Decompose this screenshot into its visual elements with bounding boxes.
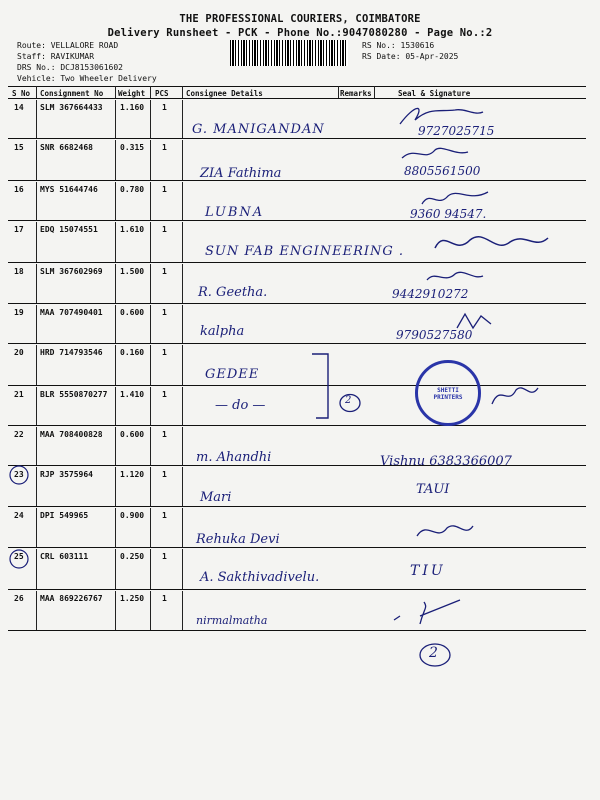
cell-weight: 1.410 [120,390,145,399]
col-consignment-header: Consignment No [40,89,104,98]
cell-pcs: 1 [162,103,167,112]
col-divider [182,467,183,506]
col-divider [115,508,116,547]
cell-cons: DPI 549965 [40,511,89,520]
col-divider [182,182,183,220]
cell-weight: 0.600 [120,308,145,317]
hw-name-19: kalpha [200,324,245,339]
row-divider [8,138,586,139]
hw-sign-18: 9442910272 [392,287,469,301]
hw-name-25: A. Sakthivadivelu. [200,570,320,585]
signature-scribble [425,266,485,288]
barcode [230,40,348,66]
col-divider [150,508,151,547]
cell-cons: HRD 714793546 [40,348,103,357]
remark-2: 2 [345,395,352,406]
col-divider [36,427,37,465]
cell-cons: SLM 367602969 [40,267,103,276]
cell-weight: 1.500 [120,267,145,276]
col-divider [150,305,151,343]
cell-weight: 0.780 [120,185,145,194]
col-divider [115,387,116,425]
bracket-mark [310,352,340,424]
cell-sno: 24 [14,511,24,520]
cell-weight: 0.315 [120,143,145,152]
cell-pcs: 1 [162,511,167,520]
cell-weight: 1.250 [120,594,145,603]
col-divider [182,549,183,589]
signature-scribble [430,226,550,262]
cell-pcs: 1 [162,143,167,152]
row-divider [8,220,586,221]
col-divider [150,549,151,589]
rs-number: RS No.: 1530616 [362,41,435,50]
col-divider [150,387,151,425]
signature-scribble [415,518,475,544]
col-consignee-header: Consignee Details [186,89,263,98]
header-col-divider [338,86,339,98]
stamp-text: SHETTI PRINTERS [433,387,463,401]
signature-scribble [490,380,540,410]
cell-cons: RJP 3575964 [40,470,93,479]
cell-sno: 23 [14,470,24,479]
col-divider [36,345,37,385]
cell-cons: SLM 367664433 [40,103,103,112]
cell-sno: 19 [14,308,24,317]
col-divider [182,387,183,425]
route-label: Route: VELLALORE ROAD [17,41,119,50]
row-divider [8,343,586,344]
delivery-stamp [415,360,481,426]
col-divider [182,222,183,262]
cell-pcs: 1 [162,552,167,561]
col-pcs-header: PCS [155,89,169,98]
hw-sign-23: TAUI [416,482,450,497]
col-sno-header: S No [12,89,31,98]
hw-name-24: Rehuka Devi [196,532,280,547]
signature-scribble [455,310,495,334]
col-divider [36,140,37,180]
staff-label: Staff: RAVIKUMAR [17,52,95,61]
col-divider [115,549,116,589]
hw-name-17: SUN FAB ENGINEERING . [205,244,405,259]
cell-pcs: 1 [162,308,167,317]
cell-pcs: 1 [162,470,167,479]
col-divider [115,467,116,506]
col-divider [115,264,116,303]
cell-sno: 18 [14,267,24,276]
col-divider [150,345,151,385]
hw-sign-14: 9727025715 [418,124,495,138]
cell-weight: 0.900 [120,511,145,520]
cell-sno: 20 [14,348,24,357]
hw-name-22: m. Ahandhi [196,450,272,465]
cell-pcs: 1 [162,390,167,399]
hw-name-23: Mari [200,490,232,505]
col-divider [150,140,151,180]
cell-cons: MAA 869226767 [40,594,103,603]
cell-weight: 0.600 [120,430,145,439]
runsheet-subtitle: Delivery Runsheet - PCK - Phone No.:9047080280 - Page No.:2 [107,27,493,39]
signature-scribble [395,102,485,132]
cell-sno: 14 [14,103,24,112]
col-divider [182,508,183,547]
row-23-circle-mark [8,464,30,486]
col-divider [182,591,183,630]
col-divider [115,427,116,465]
company-title: THE PROFESSIONAL COURIERS, COIMBATORE [179,13,421,25]
cell-sno: 16 [14,185,24,194]
cell-pcs: 1 [162,267,167,276]
cell-sno: 17 [14,225,24,234]
col-divider [182,305,183,343]
header-col-divider [150,86,151,98]
cell-sno: 15 [14,143,24,152]
cell-cons: MYS 51644746 [40,185,98,194]
cell-cons: EDQ 15074551 [40,225,98,234]
col-divider [182,427,183,465]
hw-sign-19: 9790527580 [396,328,473,342]
col-divider [36,387,37,425]
cell-sno: 25 [14,552,24,561]
col-divider [150,100,151,138]
col-divider [115,345,116,385]
cell-sno: 22 [14,430,24,439]
col-divider [36,100,37,138]
bottom-2: 2 [429,645,438,661]
header-col-divider [115,86,116,98]
row-25-circle-mark [8,548,30,570]
hw-name-14: G. MANIGANDAN [192,122,325,137]
hw-sign-16: 9360 94547. [410,207,487,221]
cell-pcs: 1 [162,594,167,603]
col-divider [150,182,151,220]
hw-sign-15: 8805561500 [404,164,481,178]
col-divider [150,467,151,506]
hw-sign-22: Vishnu 6383366007 [380,454,512,469]
rs-date: RS Date: 05-Apr-2025 [362,52,459,61]
cell-weight: 0.160 [120,348,145,357]
col-divider [36,264,37,303]
cell-sno: 26 [14,594,24,603]
signature-scribble [390,598,470,628]
header-col-divider [182,86,183,98]
row-divider [8,547,586,548]
col-divider [36,508,37,547]
col-divider [36,549,37,589]
col-divider [182,345,183,385]
signature-scribble [400,142,470,166]
row-divider [8,630,586,631]
row-divider [8,180,586,181]
col-divider [150,427,151,465]
cell-sno: 21 [14,390,24,399]
col-weight-header: Weight [118,89,146,98]
hw-name-21: — do — [215,398,266,413]
col-divider [182,264,183,303]
hw-name-16: LUBNA [205,205,265,220]
row-divider [8,262,586,263]
hw-name-26: nirmalmatha [196,614,268,627]
header-col-divider [36,86,37,98]
cell-pcs: 1 [162,185,167,194]
header-top-rule [8,86,586,87]
row-divider [8,589,586,590]
cell-weight: 1.610 [120,225,145,234]
col-divider [115,140,116,180]
row-divider [8,303,586,304]
drs-label: DRS No.: DCJ8153061602 [17,63,123,72]
col-divider [182,140,183,180]
col-divider [36,182,37,220]
cell-weight: 0.250 [120,552,145,561]
col-divider [115,305,116,343]
col-divider [36,591,37,630]
header-bottom-rule [8,98,586,99]
col-divider [115,100,116,138]
cell-pcs: 1 [162,348,167,357]
cell-weight: 1.120 [120,470,145,479]
cell-cons: MAA 707490401 [40,308,103,317]
col-divider [150,591,151,630]
hw-name-18: R. Geetha. [198,285,268,300]
cell-cons: CRL 603111 [40,552,89,561]
col-remarks-header: Remarks [340,89,372,98]
col-divider [115,591,116,630]
col-divider [150,264,151,303]
signature-scribble [420,186,490,210]
col-divider [182,100,183,138]
cell-cons: SNR 6682468 [40,143,93,152]
cell-pcs: 1 [162,430,167,439]
row-divider [8,506,586,507]
cell-cons: MAA 708400828 [40,430,103,439]
col-divider [150,222,151,262]
col-divider [115,182,116,220]
header-col-divider [374,86,375,98]
hw-name-15: ZIA Fathima [200,166,282,181]
hw-name-20: GEDEE [205,367,260,382]
hw-sign-25: TIU [410,563,446,579]
cell-pcs: 1 [162,225,167,234]
col-divider [36,467,37,506]
col-divider [115,222,116,262]
vehicle-label: Vehicle: Two Wheeler Delivery [17,74,157,83]
col-seal-header: Seal & Signature [398,89,471,98]
cell-cons: BLR 5550870277 [40,390,108,399]
col-divider [36,222,37,262]
col-divider [36,305,37,343]
row-divider [8,425,586,426]
cell-weight: 1.160 [120,103,145,112]
